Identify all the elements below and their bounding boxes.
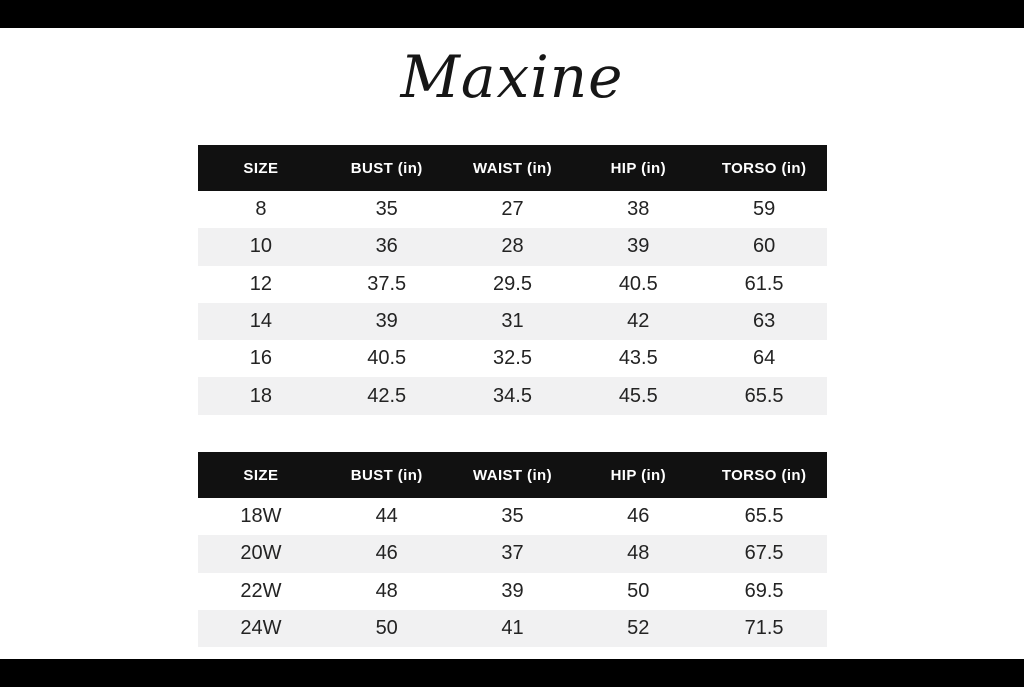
table-cell: 65.5 bbox=[744, 384, 784, 407]
letterbox-bar-bottom bbox=[0, 659, 1024, 687]
table-row bbox=[198, 610, 827, 647]
table-cell: 35 bbox=[375, 198, 398, 221]
table-cell: 48 bbox=[627, 542, 650, 565]
column-header-size: SIZE bbox=[243, 466, 279, 484]
table-cell: 18 bbox=[249, 384, 273, 407]
column-header-waist: WAIST (in) bbox=[472, 159, 552, 177]
table-row bbox=[198, 303, 827, 340]
table-cell: 63 bbox=[752, 310, 776, 333]
table-cell: 39 bbox=[375, 310, 398, 333]
table-cell: 38 bbox=[627, 198, 650, 221]
table-cell: 67.5 bbox=[744, 542, 784, 565]
table-cell: 35 bbox=[501, 505, 524, 528]
column-header-waist: WAIST (in) bbox=[472, 466, 552, 484]
table-cell: 34.5 bbox=[493, 384, 532, 407]
brand-logo: Maxine bbox=[400, 43, 624, 111]
table-cell: 50 bbox=[375, 617, 398, 640]
table-cell: 46 bbox=[375, 542, 398, 565]
table-row bbox=[198, 377, 827, 414]
table-cell: 29.5 bbox=[493, 272, 532, 295]
table-row bbox=[198, 191, 827, 228]
column-header-torso: TORSO (in) bbox=[721, 466, 807, 484]
table-cell: 45.5 bbox=[618, 384, 658, 407]
table-cell: 50 bbox=[627, 579, 650, 602]
column-header-torso: TORSO (in) bbox=[721, 159, 807, 177]
table-header-row bbox=[198, 452, 827, 498]
table-cell: 24W bbox=[240, 617, 282, 640]
table-cell: 27 bbox=[501, 198, 524, 221]
table-cell: 20W bbox=[240, 542, 282, 565]
column-header-hip: HIP (in) bbox=[610, 159, 666, 177]
table-row bbox=[198, 228, 827, 265]
table-cell: 37.5 bbox=[367, 272, 407, 295]
table-row bbox=[198, 535, 827, 572]
table-cell: 42.5 bbox=[367, 384, 407, 407]
table-cell: 18W bbox=[240, 505, 282, 528]
table-cell: 31 bbox=[501, 310, 524, 333]
table-cell: 59 bbox=[752, 198, 776, 221]
table-cell: 64 bbox=[752, 347, 776, 370]
table-row bbox=[198, 573, 827, 610]
column-header-hip: HIP (in) bbox=[610, 466, 666, 484]
column-header-size: SIZE bbox=[243, 159, 279, 177]
table-cell: 37 bbox=[501, 542, 524, 565]
table-cell: 14 bbox=[249, 310, 273, 333]
table-cell: 40.5 bbox=[618, 272, 658, 295]
table-cell: 39 bbox=[627, 235, 650, 258]
table-cell: 69.5 bbox=[744, 579, 784, 602]
table-cell: 71.5 bbox=[744, 617, 784, 640]
table-cell: 42 bbox=[627, 310, 650, 333]
table-cell: 40.5 bbox=[367, 347, 407, 370]
table-cell: 41 bbox=[501, 617, 524, 640]
table-cell: 10 bbox=[249, 235, 273, 258]
table-cell: 36 bbox=[375, 235, 398, 258]
table-row bbox=[198, 340, 827, 377]
table-cell: 39 bbox=[501, 579, 524, 602]
table-cell: 44 bbox=[375, 505, 398, 528]
table-cell: 60 bbox=[752, 235, 776, 258]
table-cell: 43.5 bbox=[618, 347, 658, 370]
table-cell: 16 bbox=[249, 347, 273, 370]
table-cell: 32.5 bbox=[493, 347, 532, 370]
table-cell: 8 bbox=[255, 198, 267, 221]
table-row bbox=[198, 266, 827, 303]
size-chart-plus bbox=[198, 452, 827, 647]
column-header-bust: BUST (in) bbox=[350, 159, 423, 177]
table-cell: 65.5 bbox=[744, 505, 784, 528]
table-cell: 28 bbox=[501, 235, 524, 258]
table-cell: 48 bbox=[375, 579, 398, 602]
column-header-bust: BUST (in) bbox=[350, 466, 423, 484]
letterbox-bar-top bbox=[0, 0, 1024, 28]
table-cell: 22W bbox=[240, 579, 282, 602]
size-chart-regular bbox=[198, 145, 827, 415]
table-cell: 12 bbox=[249, 272, 273, 295]
table-header-row bbox=[198, 145, 827, 191]
table-cell: 52 bbox=[627, 617, 650, 640]
table-row bbox=[198, 498, 827, 535]
table-cell: 46 bbox=[627, 505, 650, 528]
table-cell: 61.5 bbox=[744, 272, 784, 295]
